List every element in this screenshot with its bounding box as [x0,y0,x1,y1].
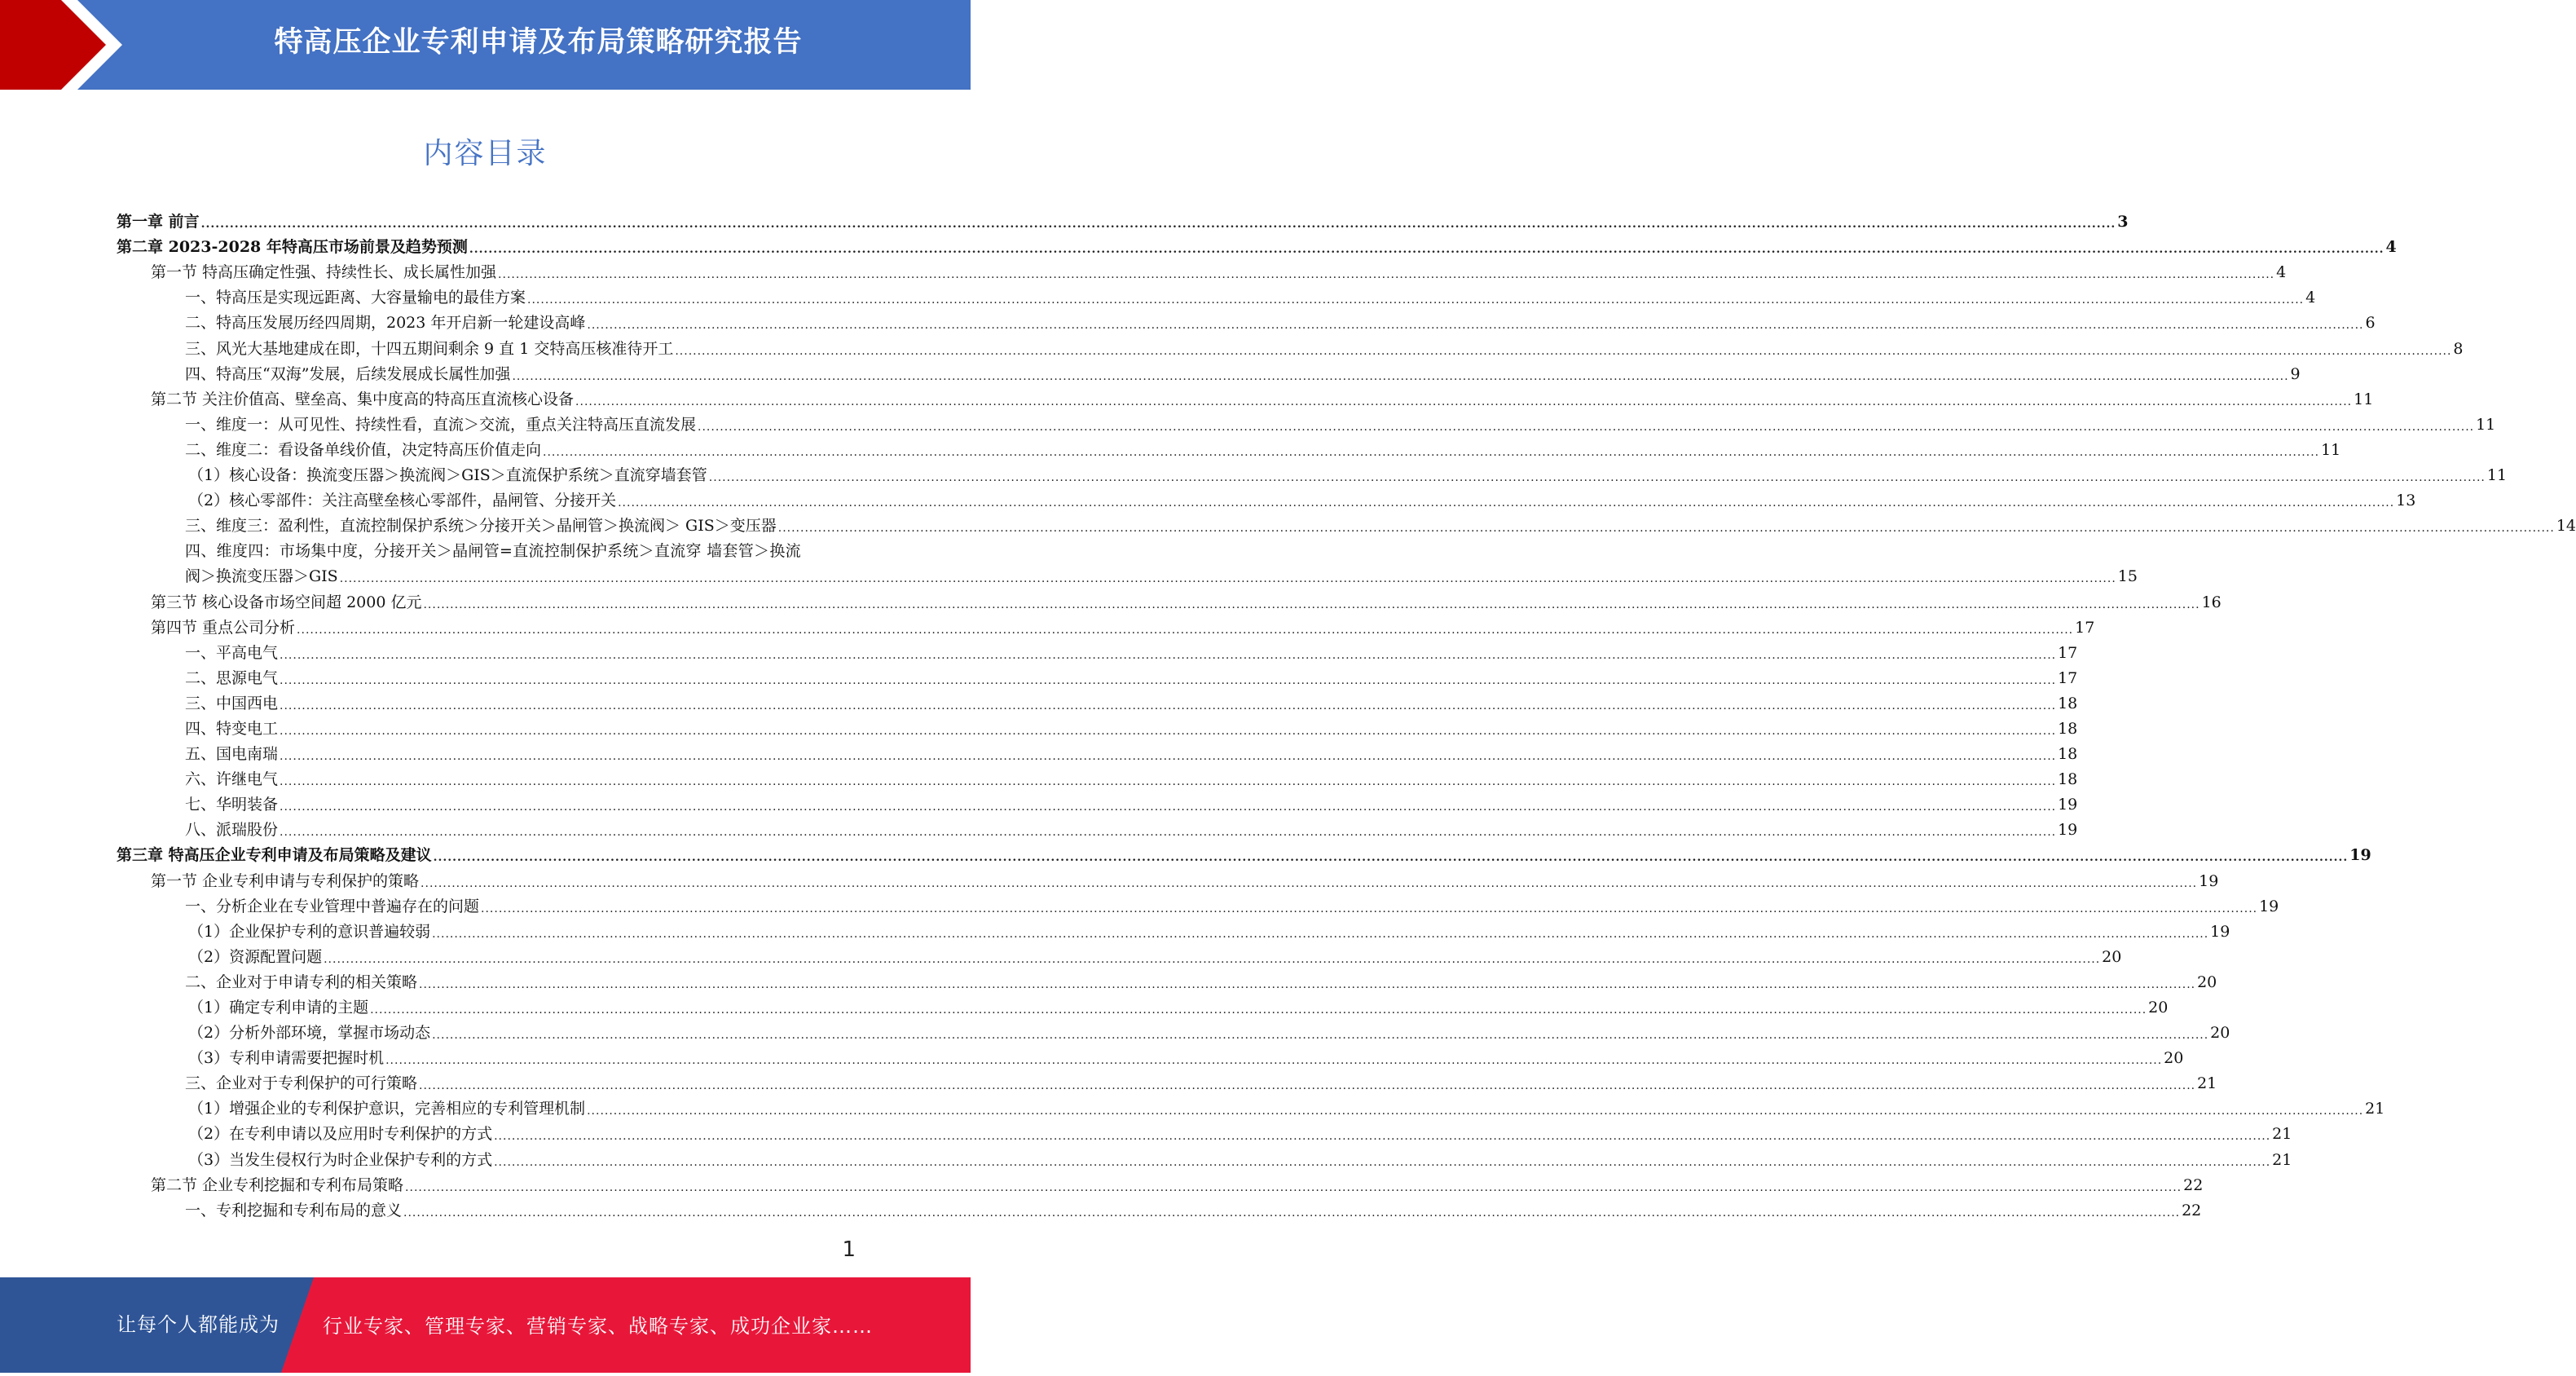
toc-entry-text: （1）确定专利申请的主题 [188,999,369,1017]
toc-page-number: 15 [2117,567,2138,586]
toc-entry-text: 三、风光大基地建成在即，十四五期间剩余 9 直 1 交特高压核准待开工 [185,339,674,358]
toc-leader-dots: ................................................................................................................................................................................................................................................................................................................................................................................................................ [433,851,2349,865]
toc-entry[interactable] [117,637,2078,663]
toc-leader-dots: ................................................................................................................................................................................................................................................................................................................................................................................................................ [527,293,2305,307]
toc-leader-dots: ................................................................................................................................................................................................................................................................................................................................................................................................................ [419,977,2196,991]
toc-entry[interactable] [117,257,2287,282]
toc-page-number: 4 [2305,289,2316,307]
toc-leader-dots: ................................................................................................................................................................................................................................................................................................................................................................................................................ [419,1079,2196,1093]
toc-entry-text: 第四节 重点公司分析 [151,618,296,637]
toc-leader-dots: ................................................................................................................................................................................................................................................................................................................................................................................................................ [280,750,2057,764]
toc-page-number: 4 [2385,238,2397,257]
toc-page-number: 21 [2272,1125,2292,1144]
toc-entry[interactable] [117,1068,2217,1093]
toc-entry-text: （2）核心零部件：关注高壁垒核心零部件，晶闸管、分接开关 [188,492,617,510]
toc-entry[interactable] [117,663,2078,688]
toc-entry-text: 阀＞换流变压器＞GIS [185,567,338,586]
toc-entry[interactable] [117,1043,2184,1068]
toc-leader-dots: ................................................................................................................................................................................................................................................................................................................................................................................................................ [280,699,2057,712]
toc-page-number: 11 [2321,440,2341,459]
toc-leader-dots: ................................................................................................................................................................................................................................................................................................................................................................................................................ [339,572,2116,586]
toc-leader-dots: ................................................................................................................................................................................................................................................................................................................................................................................................................ [280,800,2057,814]
toc-entry-text: （2）资源配置问题 [188,947,323,966]
toc-entry-text: 一、分析企业在专业管理中普遍存在的问题 [185,897,480,915]
toc-page-number: 21 [2272,1150,2292,1169]
toc-entry[interactable] [117,942,2122,967]
toc-page-number: 18 [2058,770,2078,789]
toc-page-number: 20 [2148,999,2169,1017]
toc-entry-text: 三、中国西电 [185,694,279,712]
toc-page-number: 19 [2058,796,2078,814]
toc-entry-text: 第三章 特高压企业专利申请及布局策略及建议 [117,846,432,865]
toc-leader-dots: ................................................................................................................................................................................................................................................................................................................................................................................................................ [370,1003,2147,1017]
footer-slogan-right: 行业专家、管理专家、营销专家、战略专家、成功企业家…… [323,1315,873,1338]
toc-entry-text: （3）当发生侵权行为时企业保护专利的方式 [188,1150,493,1169]
toc-entry-text: 第二章 2023-2028 年特高压市场前景及趋势预测 [117,238,468,257]
toc-leader-dots: ................................................................................................................................................................................................................................................................................................................................................................................................................ [469,243,2384,257]
toc-entry-text: 五、国电南瑞 [185,745,279,764]
toc-entry-text: 第一节 企业专利申请与专利保护的策略 [151,871,420,890]
toc-leader-dots: ................................................................................................................................................................................................................................................................................................................................................................................................................ [494,1130,2271,1144]
toc-entry[interactable] [117,359,2301,384]
toc-page-number: 11 [2354,390,2374,408]
toc-leader-dots: ................................................................................................................................................................................................................................................................................................................................................................................................................ [280,826,2057,840]
toc-page-number: 19 [2210,922,2230,941]
toc-page-number: 3 [2117,213,2129,232]
toc-page-number: 19 [2349,846,2371,865]
toc-page-number: 21 [2197,1074,2217,1093]
toc-leader-dots: ................................................................................................................................................................................................................................................................................................................................................................................................................ [432,1029,2209,1043]
toc-leader-dots: ................................................................................................................................................................................................................................................................................................................................................................................................................ [280,648,2057,662]
toc-leader-dots: ................................................................................................................................................................................................................................................................................................................................................................................................................ [494,1155,2271,1169]
toc-entry[interactable] [117,282,2316,307]
toc-page-number: 9 [2290,364,2301,383]
toc-entry-text: 一、维度一：从可见性、持续性看，直流＞交流，重点关注特高压直流发展 [185,415,697,434]
toc-entry[interactable] [117,764,2078,789]
toc-entry[interactable] [117,840,2371,865]
toc-entry-text: 第二节 关注价值高、壁垒高、集中度高的特高压直流核心设备 [151,390,575,408]
toc-page-number: 19 [2058,821,2078,840]
toc-entry[interactable] [117,612,2095,637]
toc-entry[interactable] [117,1170,2204,1195]
toc-entry-text: 第三节 核心设备市场空间超 2000 亿元 [151,593,422,611]
toc-leader-dots: ................................................................................................................................................................................................................................................................................................................................................................................................................ [698,420,2475,434]
toc-entry-text: 八、派瑞股份 [185,821,279,840]
toc-leader-dots: ................................................................................................................................................................................................................................................................................................................................................................................................................ [421,876,2198,890]
toc-page-number: 22 [2182,1201,2202,1219]
toc-entry[interactable] [117,586,2222,611]
toc-entry-text: 第一节 特高压确定性强、持续性长、成长属性加强 [151,263,497,282]
toc-entry[interactable] [117,485,2416,510]
toc-page-number: 21 [2365,1100,2385,1118]
toc-leader-dots: ................................................................................................................................................................................................................................................................................................................................................................................................................ [575,395,2353,408]
toc-page-number: 14 [2556,517,2576,536]
toc-leader-dots: ................................................................................................................................................................................................................................................................................................................................................................................................................ [708,471,2486,485]
toc-entry[interactable] [117,1144,2292,1169]
toc-entry[interactable] [117,232,2397,257]
toc-entry[interactable] [117,1195,2202,1220]
page-header [0,0,971,90]
toc-page-number: 19 [2199,871,2219,890]
toc-page-number: 20 [2164,1049,2184,1068]
toc-leader-dots: ................................................................................................................................................................................................................................................................................................................................................................................................................ [543,445,2320,459]
toc-entry[interactable] [117,1118,2292,1144]
toc-leader-dots: ................................................................................................................................................................................................................................................................................................................................................................................................................ [385,1054,2163,1068]
toc-leader-dots: ................................................................................................................................................................................................................................................................................................................................................................................................................ [675,344,2452,358]
toc-leader-dots: ................................................................................................................................................................................................................................................................................................................................................................................................................ [777,522,2555,536]
toc-page-number: 22 [2183,1175,2204,1194]
toc-leader-dots: ................................................................................................................................................................................................................................................................................................................................................................................................................ [324,952,2101,966]
toc-entry[interactable] [117,865,2219,890]
toc-entry-text: （1）核心设备：换流变压器＞换流阀＞GIS＞直流保护系统＞直流穿墙套管 [188,466,707,485]
toc-leader-dots: ................................................................................................................................................................................................................................................................................................................................................................................................................ [481,902,2258,915]
toc-entry-text: 四、维度四：市场集中度，分接开关＞晶闸管=直流控制保护系统＞直流穿 墙套管＞换流 [185,542,801,561]
toc-entry-text: 七、华明装备 [185,796,279,814]
toc-entry[interactable] [117,561,2138,586]
toc-leader-dots: ................................................................................................................................................................................................................................................................................................................................................................................................................ [618,496,2395,510]
toc-entry[interactable] [117,434,2341,460]
toc-page-number: 13 [2396,492,2416,510]
toc-leader-dots: ................................................................................................................................................................................................................................................................................................................................................................................................................ [587,1105,2364,1118]
toc-entry-text: （2）分析外部环境，掌握市场动态 [188,1024,431,1043]
toc-leader-dots: ................................................................................................................................................................................................................................................................................................................................................................................................................ [403,1206,2181,1219]
page-number: 1 [842,1237,856,1262]
toc-entry[interactable] [117,891,2279,916]
toc-leader-dots: ................................................................................................................................................................................................................................................................................................................................................................................................................ [405,1180,2182,1194]
toc-leader-dots: ................................................................................................................................................................................................................................................................................................................................................................................................................ [512,369,2289,383]
toc-page-number: 17 [2075,618,2095,637]
toc-page-number: 18 [2058,719,2078,738]
toc-entry-text: 三、维度三：盈利性，直流控制保护系统＞分接开关＞晶闸管＞换流阀＞ GIS＞变压器 [185,517,777,536]
toc-entry-text: 一、平高电气 [185,643,279,662]
toc-entry-text: 第一章 前言 [117,213,200,232]
toc-entry[interactable] [117,739,2078,764]
toc-entry[interactable] [117,967,2217,992]
toc-page-number: 20 [2197,972,2217,991]
toc-entry[interactable] [117,789,2078,814]
toc-leader-dots: ................................................................................................................................................................................................................................................................................................................................................................................................................ [498,268,2275,282]
toc-leader-dots: ................................................................................................................................................................................................................................................................................................................................................................................................................ [280,673,2057,687]
toc-entry[interactable] [117,688,2078,713]
toc-entry[interactable] [117,916,2230,942]
toc-entry-text: （1）增强企业的专利保护意识，完善相应的专利管理机制 [188,1100,586,1118]
toc-page-number: 18 [2058,745,2078,764]
toc-entry[interactable] [117,510,2576,536]
toc-entry-text: 二、企业对于申请专利的相关策略 [185,972,418,991]
toc-entry[interactable] [117,307,2376,333]
toc-page-number: 19 [2259,897,2279,915]
toc-leader-dots: ................................................................................................................................................................................................................................................................................................................................................................................................................ [297,623,2074,637]
toc-entry[interactable] [117,713,2078,739]
toc-entry[interactable] [117,814,2078,840]
toc-page-number: 18 [2058,694,2078,712]
toc-entry[interactable] [117,1093,2385,1118]
toc-entry[interactable] [117,409,2496,434]
toc-leader-dots: ................................................................................................................................................................................................................................................................................................................................................................................................................ [587,319,2364,333]
toc-entry[interactable] [117,992,2169,1017]
toc-entry-text: 六、许继电气 [185,770,279,789]
toc-leader-dots: ................................................................................................................................................................................................................................................................................................................................................................................................................ [200,218,2116,232]
toc-entry-text: 三、企业对于专利保护的可行策略 [185,1074,418,1093]
toc-page-number: 17 [2058,643,2078,662]
toc-entry-text: 二、维度二：看设备单线价值，决定特高压价值走向 [185,440,542,459]
footer-slogan-left: 让每个人都能成为 [117,1313,280,1336]
toc-entry-text: 二、特高压发展历经四周期，2023 年开启新一轮建设高峰 [185,314,586,333]
toc-entry-text: （2）在专利申请以及应用时专利保护的方式 [188,1125,493,1144]
toc-entry-text: 一、专利挖掘和专利布局的意义 [185,1201,403,1219]
toc-page-number: 20 [2102,947,2122,966]
header-title: 特高压企业专利申请及布局策略研究报告 [274,26,803,59]
toc-page-number: 8 [2453,339,2464,358]
toc-entry[interactable] [117,206,2129,232]
toc-entry-text: 一、特高压是实现远距离、大容量输电的最佳方案 [185,289,526,307]
toc-leader-dots: ................................................................................................................................................................................................................................................................................................................................................................................................................ [280,775,2057,789]
page-footer [0,1277,971,1373]
toc-page-number: 11 [2476,415,2496,434]
table-of-contents [117,206,2576,1220]
toc-page-number: 11 [2486,466,2508,485]
toc-entry-text: （3）专利申请需要把握时机 [188,1049,385,1068]
toc-page-number: 6 [2365,314,2376,333]
toc-entry-text: 第二节 企业专利挖掘和专利布局策略 [151,1175,404,1194]
toc-leader-dots: ................................................................................................................................................................................................................................................................................................................................................................................................................ [423,598,2200,611]
toc-page-number: 17 [2058,668,2078,687]
toc-entry-text: 二、思源电气 [185,668,279,687]
toc-page-number: 20 [2210,1024,2230,1043]
toc-entry[interactable] [117,1017,2230,1043]
toc-leader-dots: ................................................................................................................................................................................................................................................................................................................................................................................................................ [432,927,2209,941]
toc-entry[interactable] [117,384,2374,409]
toc-leader-dots: ................................................................................................................................................................................................................................................................................................................................................................................................................ [280,724,2057,738]
toc-page-number: 16 [2201,593,2222,611]
toc-entry-text: 四、特变电工 [185,719,279,738]
toc-entry-text: （1）企业保护专利的意识普遍较弱 [188,922,431,941]
toc-page-number: 4 [2276,263,2287,282]
toc-entry-text: 四、特高压“双海”发展，后续发展成长属性加强 [185,364,511,383]
toc-entry[interactable] [117,333,2464,358]
toc-entry[interactable] [117,536,853,561]
toc-entry[interactable] [117,460,2508,485]
toc-title: 内容目录 [423,137,548,170]
